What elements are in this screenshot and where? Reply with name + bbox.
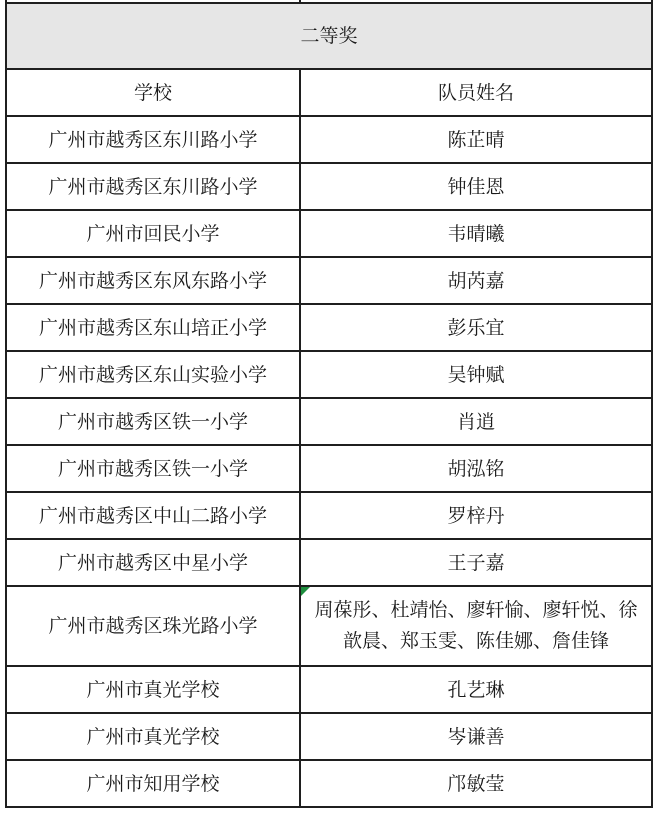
members-cell: 彭乐宜 [300,304,652,351]
award-table [5,0,653,808]
school-cell: 广州市越秀区铁一小学 [6,398,300,445]
school-cell: 广州市真光学校 [6,713,300,760]
members-cell: 孔艺琳 [300,666,652,713]
table-row [6,760,652,807]
members-cell: 胡芮嘉 [300,257,652,304]
comment-indicator-icon [301,587,310,596]
school-cell: 广州市越秀区东山实验小学 [6,351,300,398]
column-header-members: 队员姓名 [300,69,652,116]
members-cell: 肖逍 [300,398,652,445]
members-cell: 岑谦善 [300,713,652,760]
table-row [6,257,652,304]
school-cell: 广州市回民小学 [6,210,300,257]
members-cell: 邝敏莹 [300,760,652,807]
members-cell-text: 周葆彤、杜靖怡、廖轩愉、廖轩悦、徐歆晨、郑玉雯、陈佳娜、詹佳锋 [314,599,638,652]
award-table-body [6,0,652,807]
school-cell: 广州市越秀区东川路小学 [6,163,300,210]
members-cell: 胡泓铭 [300,445,652,492]
table-row [6,666,652,713]
members-cell [300,586,652,666]
table-row [6,398,652,445]
table-row [6,351,652,398]
school-cell: 广州市真光学校 [6,666,300,713]
members-cell: 王子嘉 [300,539,652,586]
column-header-school: 学校 [6,69,300,116]
section-title-row [6,3,652,69]
table-row [6,492,652,539]
school-cell: 广州市越秀区中山二路小学 [6,492,300,539]
school-cell: 广州市越秀区铁一小学 [6,445,300,492]
school-cell: 广州市越秀区珠光路小学 [6,586,300,666]
table-row [6,713,652,760]
members-cell: 陈芷晴 [300,116,652,163]
table-row [6,539,652,586]
members-cell: 钟佳恩 [300,163,652,210]
members-cell: 罗梓丹 [300,492,652,539]
school-cell: 广州市越秀区东山培正小学 [6,304,300,351]
column-header-row [6,69,652,116]
table-row [6,163,652,210]
members-cell: 吴钟赋 [300,351,652,398]
members-cell: 韦晴曦 [300,210,652,257]
school-cell: 广州市越秀区东风东路小学 [6,257,300,304]
table-row [6,586,652,666]
section-title: 二等奖 [6,3,652,69]
school-cell: 广州市知用学校 [6,760,300,807]
school-cell: 广州市越秀区东川路小学 [6,116,300,163]
table-row [6,445,652,492]
table-row [6,116,652,163]
table-row [6,210,652,257]
table-row [6,304,652,351]
school-cell: 广州市越秀区中星小学 [6,539,300,586]
